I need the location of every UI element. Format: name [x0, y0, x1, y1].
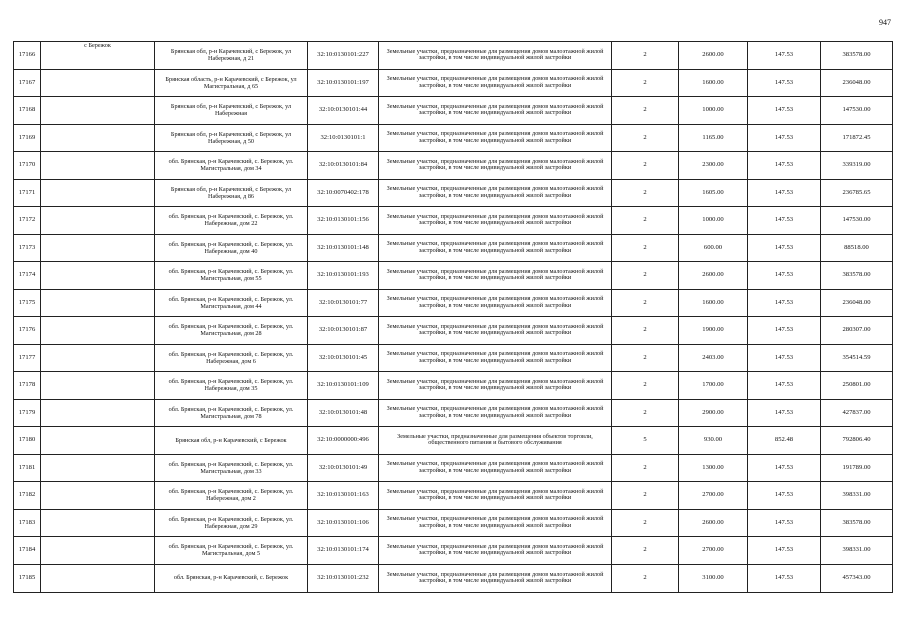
specific-value-cell: 147.53 [748, 344, 821, 372]
row-number-cell: 17167 [14, 69, 41, 97]
settlement-cell [41, 454, 155, 482]
land-use-cell: Земельные участки, предназначенные для размещения домов малоэтажной жилой застройки, в том числе индивидуальной жилой застройки [379, 482, 612, 510]
group-cell: 2 [612, 179, 679, 207]
area-cell: 2403.00 [679, 344, 748, 372]
row-number-cell: 17175 [14, 289, 41, 317]
table-row [14, 234, 893, 262]
row-number-cell: 17184 [14, 537, 41, 565]
row-number-cell: 17166 [14, 42, 41, 70]
cadastral-number-cell: 32:10:0130101:109 [308, 372, 379, 400]
area-cell: 1165.00 [679, 124, 748, 152]
table-row [14, 289, 893, 317]
cadastral-number-cell: 32:10:0130101:197 [308, 69, 379, 97]
land-use-cell: Земельные участки, предназначенные для размещения домов малоэтажной жилой застройки, в том числе индивидуальной жилой застройки [379, 399, 612, 427]
row-number-cell: 17170 [14, 152, 41, 180]
area-cell: 1000.00 [679, 207, 748, 235]
cadastral-value-cell: 250801.00 [821, 372, 893, 400]
row-number-cell: 17183 [14, 509, 41, 537]
cadastral-value-cell: 236048.00 [821, 289, 893, 317]
row-number-cell: 17181 [14, 454, 41, 482]
group-cell: 5 [612, 427, 679, 455]
group-cell: 2 [612, 372, 679, 400]
land-use-cell: Земельные участки, предназначенные для размещения домов малоэтажной жилой застройки, в том числе индивидуальной жилой застройки [379, 372, 612, 400]
table-row [14, 69, 893, 97]
area-cell: 1900.00 [679, 317, 748, 345]
cadastral-number-cell: 32:10:0130101:45 [308, 344, 379, 372]
cadastral-number-cell: 32:10:0130101:49 [308, 454, 379, 482]
land-use-cell: Земельные участки, предназначенные для размещения домов малоэтажной жилой застройки, в том числе индивидуальной жилой застройки [379, 42, 612, 70]
settlement-cell [41, 537, 155, 565]
land-use-cell: Земельные участки, предназначенные для размещения домов малоэтажной жилой застройки, в том числе индивидуальной жилой застройки [379, 69, 612, 97]
group-cell: 2 [612, 564, 679, 592]
group-cell: 2 [612, 399, 679, 427]
table-row [14, 344, 893, 372]
cadastral-number-cell: 32:10:0130101:193 [308, 262, 379, 290]
group-cell: 2 [612, 97, 679, 125]
land-use-cell: Земельные участки, предназначенные для размещения домов малоэтажной жилой застройки, в том числе индивидуальной жилой застройки [379, 207, 612, 235]
table-row [14, 564, 893, 592]
area-cell: 1600.00 [679, 289, 748, 317]
row-number-cell: 17180 [14, 427, 41, 455]
settlement-cell: с Бережок [41, 42, 155, 70]
address-cell: обл. Брянская, р-н Карачевский, с. Бережок, ул. Набережная, дом 40 [155, 234, 308, 262]
specific-value-cell: 147.53 [748, 179, 821, 207]
address-cell: Брянская обл, р-н Карачевский, с Бережок, ул Набережная, д 50 [155, 124, 308, 152]
address-cell: обл. Брянская, р-н Карачевский, с. Бережок, ул. Магистральная, дом 33 [155, 454, 308, 482]
cadastral-number-cell: 32:10:0000000:496 [308, 427, 379, 455]
group-cell: 2 [612, 262, 679, 290]
area-cell: 1605.00 [679, 179, 748, 207]
land-use-cell: Земельные участки, предназначенные для размещения домов малоэтажной жилой застройки, в том числе индивидуальной жилой застройки [379, 317, 612, 345]
table-row [14, 317, 893, 345]
group-cell: 2 [612, 207, 679, 235]
address-cell: обл. Брянская, р-н Карачевский, с. Бережок, ул. Магистральная, дом 5 [155, 537, 308, 565]
table-row [14, 152, 893, 180]
area-cell: 1600.00 [679, 69, 748, 97]
settlement-cell [41, 372, 155, 400]
group-cell: 2 [612, 234, 679, 262]
row-number-cell: 17178 [14, 372, 41, 400]
area-cell: 2600.00 [679, 42, 748, 70]
row-number-cell: 17176 [14, 317, 41, 345]
specific-value-cell: 147.53 [748, 289, 821, 317]
land-use-cell: Земельные участки, предназначенные для размещения домов малоэтажной жилой застройки, в том числе индивидуальной жилой застройки [379, 262, 612, 290]
cadastral-number-cell: 32:10:0130101:77 [308, 289, 379, 317]
table-row [14, 207, 893, 235]
row-number-cell: 17182 [14, 482, 41, 510]
cadastral-value-cell: 88518.00 [821, 234, 893, 262]
cadastral-value-cell: 427837.00 [821, 399, 893, 427]
table-row [14, 399, 893, 427]
cadastral-number-cell: 32:10:0130101:163 [308, 482, 379, 510]
group-cell: 2 [612, 317, 679, 345]
cadastral-number-cell: 32:10:0130101:232 [308, 564, 379, 592]
group-cell: 2 [612, 124, 679, 152]
row-number-cell: 17173 [14, 234, 41, 262]
row-number-cell: 17172 [14, 207, 41, 235]
land-use-cell: Земельные участки, предназначенные для размещения домов малоэтажной жилой застройки, в том числе индивидуальной жилой застройки [379, 179, 612, 207]
cadastral-value-cell: 236048.00 [821, 69, 893, 97]
cadastral-value-cell: 236785.65 [821, 179, 893, 207]
address-cell: Брянская обл, р-н Карачевский, с Бережок [155, 427, 308, 455]
settlement-cell [41, 317, 155, 345]
area-cell: 3100.00 [679, 564, 748, 592]
settlement-cell [41, 427, 155, 455]
land-use-cell: Земельные участки, предназначенные для размещения домов малоэтажной жилой застройки, в том числе индивидуальной жилой застройки [379, 152, 612, 180]
settlement-cell [41, 234, 155, 262]
cadastral-number-cell: 32:10:0130101:1 [308, 124, 379, 152]
table-row [14, 427, 893, 455]
specific-value-cell: 147.53 [748, 537, 821, 565]
settlement-cell [41, 482, 155, 510]
area-cell: 1700.00 [679, 372, 748, 400]
specific-value-cell: 147.53 [748, 564, 821, 592]
land-use-cell: Земельные участки, предназначенные для размещения домов малоэтажной жилой застройки, в том числе индивидуальной жилой застройки [379, 537, 612, 565]
row-number-cell: 17168 [14, 97, 41, 125]
settlement-cell [41, 344, 155, 372]
address-cell: обл. Брянская, р-н Карачевский, с. Бережок, ул. Набережная, дом 2 [155, 482, 308, 510]
settlement-cell [41, 179, 155, 207]
cadastral-value-cell: 339319.00 [821, 152, 893, 180]
area-cell: 930.00 [679, 427, 748, 455]
specific-value-cell: 147.53 [748, 152, 821, 180]
area-cell: 2700.00 [679, 537, 748, 565]
cadastral-value-cell: 147530.00 [821, 97, 893, 125]
address-cell: обл. Брянская, р-н Карачевский, с. Бережок, ул. Магистральная, дом 28 [155, 317, 308, 345]
area-cell: 1300.00 [679, 454, 748, 482]
cadastral-number-cell: 32:10:0130101:148 [308, 234, 379, 262]
address-cell: Брянская обл, р-н Карачевский, с Бережок, ул Набережная, д 86 [155, 179, 308, 207]
cadastral-number-cell: 32:10:0130101:87 [308, 317, 379, 345]
area-cell: 2300.00 [679, 152, 748, 180]
cadastral-number-cell: 32:10:0130101:48 [308, 399, 379, 427]
land-use-cell: Земельные участки, предназначенные для размещения домов малоэтажной жилой застройки, в том числе индивидуальной жилой застройки [379, 97, 612, 125]
specific-value-cell: 147.53 [748, 482, 821, 510]
cadastral-value-cell: 383578.00 [821, 509, 893, 537]
land-use-cell: Земельные участки, предназначенные для размещения домов малоэтажной жилой застройки, в том числе индивидуальной жилой застройки [379, 509, 612, 537]
table-row [14, 97, 893, 125]
cadastral-value-cell: 398331.00 [821, 482, 893, 510]
specific-value-cell: 147.53 [748, 124, 821, 152]
settlement-cell [41, 69, 155, 97]
cadastral-value-cell: 383578.00 [821, 42, 893, 70]
table-row [14, 454, 893, 482]
address-cell: обл. Брянская, р-н Карачевский, с. Бережок [155, 564, 308, 592]
cadastral-number-cell: 32:10:0130101:174 [308, 537, 379, 565]
group-cell: 2 [612, 344, 679, 372]
page-number: 947 [879, 18, 891, 27]
cadastral-value-cell: 171872.45 [821, 124, 893, 152]
address-cell: обл. Брянская, р-н Карачевский, с. Бережок, ул. Магистральная, дом 78 [155, 399, 308, 427]
row-number-cell: 17169 [14, 124, 41, 152]
group-cell: 2 [612, 289, 679, 317]
cadastral-value-cell: 147530.00 [821, 207, 893, 235]
table-body [14, 42, 893, 593]
settlement-cell [41, 97, 155, 125]
specific-value-cell: 147.53 [748, 69, 821, 97]
specific-value-cell: 147.53 [748, 399, 821, 427]
cadastral-value-cell: 457343.00 [821, 564, 893, 592]
land-use-cell: Земельные участки, предназначенные для размещения домов малоэтажной жилой застройки, в том числе индивидуальной жилой застройки [379, 124, 612, 152]
cadastral-number-cell: 32:10:0070402:178 [308, 179, 379, 207]
group-cell: 2 [612, 69, 679, 97]
settlement-cell [41, 207, 155, 235]
specific-value-cell: 147.53 [748, 317, 821, 345]
address-cell: Брянская обл, р-н Карачевский, с Бережок, ул Набережная, д 21 [155, 42, 308, 70]
table-row [14, 509, 893, 537]
land-use-cell: Земельные участки, предназначенные для размещения домов малоэтажной жилой застройки, в том числе индивидуальной жилой застройки [379, 344, 612, 372]
specific-value-cell: 852.48 [748, 427, 821, 455]
group-cell: 2 [612, 42, 679, 70]
specific-value-cell: 147.53 [748, 454, 821, 482]
table-row [14, 262, 893, 290]
area-cell: 2900.00 [679, 399, 748, 427]
group-cell: 2 [612, 454, 679, 482]
settlement-cell [41, 399, 155, 427]
cadastral-number-cell: 32:10:0130101:106 [308, 509, 379, 537]
cadastral-value-cell: 191789.00 [821, 454, 893, 482]
area-cell: 2600.00 [679, 509, 748, 537]
address-cell: обл. Брянская, р-н Карачевский, с. Бережок, ул. Набережная, дом 35 [155, 372, 308, 400]
group-cell: 2 [612, 152, 679, 180]
cadastral-value-cell: 792806.40 [821, 427, 893, 455]
settlement-cell [41, 564, 155, 592]
area-cell: 1000.00 [679, 97, 748, 125]
cadastral-number-cell: 32:10:0130101:84 [308, 152, 379, 180]
cadastral-number-cell: 32:10:0130101:44 [308, 97, 379, 125]
land-use-cell: Земельные участки, предназначенные для размещения домов малоэтажной жилой застройки, в том числе индивидуальной жилой застройки [379, 454, 612, 482]
area-cell: 2700.00 [679, 482, 748, 510]
specific-value-cell: 147.53 [748, 42, 821, 70]
land-use-cell: Земельные участки, предназначенные для размещения домов малоэтажной жилой застройки, в том числе индивидуальной жилой застройки [379, 234, 612, 262]
area-cell: 2600.00 [679, 262, 748, 290]
table-row [14, 42, 893, 70]
land-use-cell: Земельные участки, предназначенные для размещения объектов торговли, общественного питания и бытового обслуживания [379, 427, 612, 455]
address-cell: обл. Брянская, р-н Карачевский, с. Бережок, ул. Магистральная, дом 34 [155, 152, 308, 180]
table-row [14, 179, 893, 207]
settlement-cell [41, 289, 155, 317]
row-number-cell: 17171 [14, 179, 41, 207]
group-cell: 2 [612, 482, 679, 510]
land-use-cell: Земельные участки, предназначенные для размещения домов малоэтажной жилой застройки, в том числе индивидуальной жилой застройки [379, 289, 612, 317]
cadastral-value-table [13, 41, 893, 593]
specific-value-cell: 147.53 [748, 509, 821, 537]
cadastral-value-cell: 383578.00 [821, 262, 893, 290]
address-cell: обл. Брянская, р-н Карачевский, с. Бережок, ул. Магистральная, дом 55 [155, 262, 308, 290]
table-row [14, 372, 893, 400]
specific-value-cell: 147.53 [748, 372, 821, 400]
group-cell: 2 [612, 509, 679, 537]
cadastral-value-cell: 398331.00 [821, 537, 893, 565]
table-row [14, 482, 893, 510]
specific-value-cell: 147.53 [748, 234, 821, 262]
land-use-cell: Земельные участки, предназначенные для размещения домов малоэтажной жилой застройки, в том числе индивидуальной жилой застройки [379, 564, 612, 592]
row-number-cell: 17177 [14, 344, 41, 372]
settlement-cell [41, 262, 155, 290]
settlement-cell [41, 152, 155, 180]
row-number-cell: 17179 [14, 399, 41, 427]
address-cell: обл. Брянская, р-н Карачевский, с. Бережок, ул. Набережная, дом 6 [155, 344, 308, 372]
cadastral-number-cell: 32:10:0130101:227 [308, 42, 379, 70]
address-cell: обл. Брянская, р-н Карачевский, с. Бережок, ул. Набережная, дом 22 [155, 207, 308, 235]
row-number-cell: 17174 [14, 262, 41, 290]
cadastral-value-cell: 354514.59 [821, 344, 893, 372]
cadastral-value-cell: 280307.00 [821, 317, 893, 345]
cadastral-number-cell: 32:10:0130101:156 [308, 207, 379, 235]
settlement-cell [41, 509, 155, 537]
address-cell: Брянская обл, р-н Карачевский, с Бережок, ул Набережная [155, 97, 308, 125]
specific-value-cell: 147.53 [748, 262, 821, 290]
area-cell: 600.00 [679, 234, 748, 262]
table-row [14, 537, 893, 565]
address-cell: обл. Брянская, р-н Карачевский, с. Бережок, ул. Набережная, дом 29 [155, 509, 308, 537]
row-number-cell: 17185 [14, 564, 41, 592]
group-cell: 2 [612, 537, 679, 565]
address-cell: Брянская область, р-н Карачевский, с Бережок, ул Магистральная, д 65 [155, 69, 308, 97]
table-row [14, 124, 893, 152]
settlement-cell [41, 124, 155, 152]
specific-value-cell: 147.53 [748, 97, 821, 125]
address-cell: обл. Брянская, р-н Карачевский, с. Бережок, ул. Магистральная, дом 44 [155, 289, 308, 317]
specific-value-cell: 147.53 [748, 207, 821, 235]
